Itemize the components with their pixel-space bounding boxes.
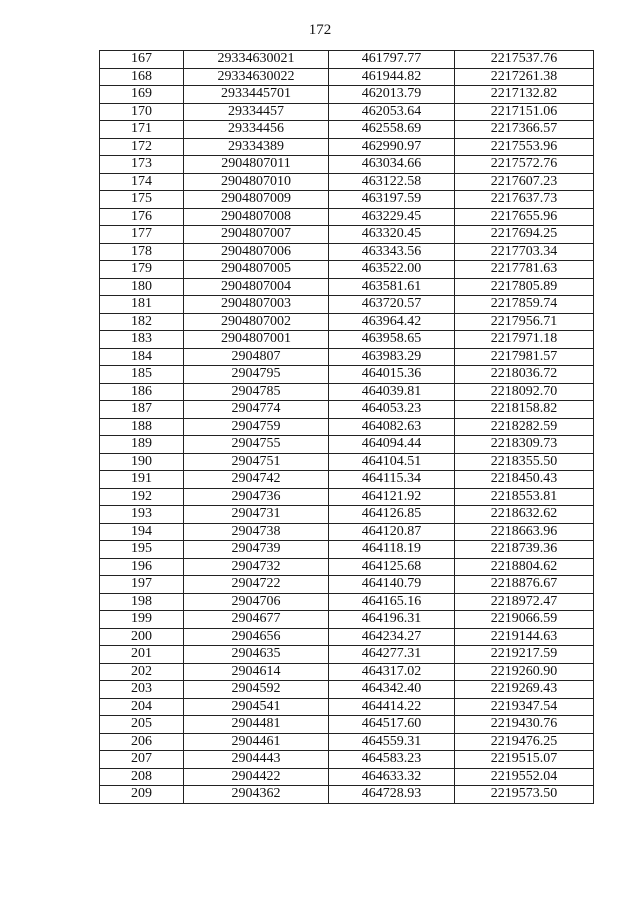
y-coordinate-cell: 2217694.25: [455, 226, 594, 244]
table-row: [100, 663, 594, 681]
x-coordinate-cell: 463197.59: [329, 191, 455, 209]
x-coordinate-cell: 464094.44: [329, 436, 455, 454]
table-row: [100, 733, 594, 751]
point-id-cell: 2904461: [184, 733, 329, 751]
row-index-cell: 173: [100, 156, 184, 174]
point-id-cell: 29334630021: [184, 51, 329, 69]
row-index-cell: 178: [100, 243, 184, 261]
point-id-cell: 29334456: [184, 121, 329, 139]
y-coordinate-cell: 2217366.57: [455, 121, 594, 139]
x-coordinate-cell: 463034.66: [329, 156, 455, 174]
x-coordinate-cell: 462013.79: [329, 86, 455, 104]
x-coordinate-cell: 464121.92: [329, 488, 455, 506]
y-coordinate-cell: 2218282.59: [455, 418, 594, 436]
row-index-cell: 205: [100, 716, 184, 734]
table-row: [100, 646, 594, 664]
table-row: [100, 68, 594, 86]
table-row: [100, 138, 594, 156]
point-id-cell: 2904807002: [184, 313, 329, 331]
table-row: [100, 191, 594, 209]
row-index-cell: 175: [100, 191, 184, 209]
table-row: [100, 296, 594, 314]
table-row: [100, 366, 594, 384]
y-coordinate-cell: 2217956.71: [455, 313, 594, 331]
row-index-cell: 195: [100, 541, 184, 559]
y-coordinate-cell: 2217151.06: [455, 103, 594, 121]
y-coordinate-cell: 2218355.50: [455, 453, 594, 471]
point-id-cell: 2904807004: [184, 278, 329, 296]
x-coordinate-cell: 464053.23: [329, 401, 455, 419]
point-id-cell: 2904656: [184, 628, 329, 646]
table-row: [100, 751, 594, 769]
table-row: [100, 278, 594, 296]
point-id-cell: 2904807010: [184, 173, 329, 191]
y-coordinate-cell: 2218632.62: [455, 506, 594, 524]
point-id-cell: 2904807: [184, 348, 329, 366]
row-index-cell: 176: [100, 208, 184, 226]
x-coordinate-cell: 461944.82: [329, 68, 455, 86]
table-row: [100, 208, 594, 226]
row-index-cell: 194: [100, 523, 184, 541]
y-coordinate-cell: 2218450.43: [455, 471, 594, 489]
x-coordinate-cell: 463229.45: [329, 208, 455, 226]
row-index-cell: 171: [100, 121, 184, 139]
point-id-cell: 2904807001: [184, 331, 329, 349]
y-coordinate-cell: 2217553.96: [455, 138, 594, 156]
y-coordinate-cell: 2218663.96: [455, 523, 594, 541]
x-coordinate-cell: 464165.16: [329, 593, 455, 611]
table-row: [100, 576, 594, 594]
point-id-cell: 2904731: [184, 506, 329, 524]
row-index-cell: 203: [100, 681, 184, 699]
row-index-cell: 181: [100, 296, 184, 314]
row-index-cell: 167: [100, 51, 184, 69]
x-coordinate-cell: 461797.77: [329, 51, 455, 69]
x-coordinate-cell: 464342.40: [329, 681, 455, 699]
table-row: [100, 681, 594, 699]
point-id-cell: 2904755: [184, 436, 329, 454]
row-index-cell: 202: [100, 663, 184, 681]
row-index-cell: 199: [100, 611, 184, 629]
table-row: [100, 173, 594, 191]
table-row: [100, 716, 594, 734]
row-index-cell: 183: [100, 331, 184, 349]
y-coordinate-cell: 2219217.59: [455, 646, 594, 664]
row-index-cell: 189: [100, 436, 184, 454]
y-coordinate-cell: 2217859.74: [455, 296, 594, 314]
point-id-cell: 2904795: [184, 366, 329, 384]
y-coordinate-cell: 2217805.89: [455, 278, 594, 296]
x-coordinate-cell: 464118.19: [329, 541, 455, 559]
y-coordinate-cell: 2218158.82: [455, 401, 594, 419]
point-id-cell: 2904706: [184, 593, 329, 611]
table-row: [100, 226, 594, 244]
y-coordinate-cell: 2218553.81: [455, 488, 594, 506]
row-index-cell: 177: [100, 226, 184, 244]
y-coordinate-cell: 2219552.04: [455, 768, 594, 786]
row-index-cell: 180: [100, 278, 184, 296]
x-coordinate-cell: 464115.34: [329, 471, 455, 489]
point-id-cell: 2904677: [184, 611, 329, 629]
y-coordinate-cell: 2219260.90: [455, 663, 594, 681]
table-row: [100, 768, 594, 786]
table-row: [100, 611, 594, 629]
y-coordinate-cell: 2219066.59: [455, 611, 594, 629]
table-row: [100, 488, 594, 506]
point-id-cell: 2904807006: [184, 243, 329, 261]
point-id-cell: 2904592: [184, 681, 329, 699]
x-coordinate-cell: 464104.51: [329, 453, 455, 471]
table-row: [100, 541, 594, 559]
row-index-cell: 192: [100, 488, 184, 506]
table-row: [100, 436, 594, 454]
table-row: [100, 523, 594, 541]
x-coordinate-cell: 464082.63: [329, 418, 455, 436]
point-id-cell: 2904541: [184, 698, 329, 716]
table-row: [100, 121, 594, 139]
table-row: [100, 506, 594, 524]
x-coordinate-cell: 464317.02: [329, 663, 455, 681]
table-row: [100, 261, 594, 279]
x-coordinate-cell: 463320.45: [329, 226, 455, 244]
point-id-cell: 2904738: [184, 523, 329, 541]
x-coordinate-cell: 464277.31: [329, 646, 455, 664]
row-index-cell: 169: [100, 86, 184, 104]
x-coordinate-cell: 464196.31: [329, 611, 455, 629]
point-id-cell: 2904635: [184, 646, 329, 664]
row-index-cell: 170: [100, 103, 184, 121]
x-coordinate-cell: 464015.36: [329, 366, 455, 384]
row-index-cell: 168: [100, 68, 184, 86]
x-coordinate-cell: 463581.61: [329, 278, 455, 296]
table-row: [100, 698, 594, 716]
table-row: [100, 558, 594, 576]
row-index-cell: 179: [100, 261, 184, 279]
x-coordinate-cell: 463958.65: [329, 331, 455, 349]
coordinates-table: [99, 50, 594, 804]
row-index-cell: 201: [100, 646, 184, 664]
x-coordinate-cell: 464039.81: [329, 383, 455, 401]
point-id-cell: 2904736: [184, 488, 329, 506]
point-id-cell: 2904742: [184, 471, 329, 489]
row-index-cell: 182: [100, 313, 184, 331]
table-row: [100, 313, 594, 331]
row-index-cell: 193: [100, 506, 184, 524]
y-coordinate-cell: 2219430.76: [455, 716, 594, 734]
x-coordinate-cell: 464728.93: [329, 786, 455, 804]
x-coordinate-cell: 462990.97: [329, 138, 455, 156]
y-coordinate-cell: 2217781.63: [455, 261, 594, 279]
y-coordinate-cell: 2218972.47: [455, 593, 594, 611]
point-id-cell: 2904807007: [184, 226, 329, 244]
y-coordinate-cell: 2219515.07: [455, 751, 594, 769]
x-coordinate-cell: 463983.29: [329, 348, 455, 366]
y-coordinate-cell: 2217637.73: [455, 191, 594, 209]
row-index-cell: 188: [100, 418, 184, 436]
table-row: [100, 156, 594, 174]
y-coordinate-cell: 2218309.73: [455, 436, 594, 454]
x-coordinate-cell: 464633.32: [329, 768, 455, 786]
table-row: [100, 103, 594, 121]
y-coordinate-cell: 2219347.54: [455, 698, 594, 716]
row-index-cell: 186: [100, 383, 184, 401]
table-row: [100, 418, 594, 436]
row-index-cell: 187: [100, 401, 184, 419]
x-coordinate-cell: 463343.56: [329, 243, 455, 261]
row-index-cell: 200: [100, 628, 184, 646]
y-coordinate-cell: 2219573.50: [455, 786, 594, 804]
point-id-cell: 2904785: [184, 383, 329, 401]
y-coordinate-cell: 2218092.70: [455, 383, 594, 401]
x-coordinate-cell: 462053.64: [329, 103, 455, 121]
point-id-cell: 2904443: [184, 751, 329, 769]
x-coordinate-cell: 464125.68: [329, 558, 455, 576]
point-id-cell: 2933445701: [184, 86, 329, 104]
row-index-cell: 204: [100, 698, 184, 716]
x-coordinate-cell: 464559.31: [329, 733, 455, 751]
table-row: [100, 593, 594, 611]
y-coordinate-cell: 2218739.36: [455, 541, 594, 559]
point-id-cell: 2904807011: [184, 156, 329, 174]
x-coordinate-cell: 463964.42: [329, 313, 455, 331]
point-id-cell: 29334457: [184, 103, 329, 121]
x-coordinate-cell: 464583.23: [329, 751, 455, 769]
y-coordinate-cell: 2217655.96: [455, 208, 594, 226]
table-row: [100, 51, 594, 69]
point-id-cell: 2904807009: [184, 191, 329, 209]
point-id-cell: 2904732: [184, 558, 329, 576]
table-row: [100, 331, 594, 349]
y-coordinate-cell: 2217981.57: [455, 348, 594, 366]
y-coordinate-cell: 2217971.18: [455, 331, 594, 349]
row-index-cell: 185: [100, 366, 184, 384]
y-coordinate-cell: 2217537.76: [455, 51, 594, 69]
table-row: [100, 471, 594, 489]
x-coordinate-cell: 462558.69: [329, 121, 455, 139]
row-index-cell: 207: [100, 751, 184, 769]
table-body: [100, 51, 594, 804]
row-index-cell: 197: [100, 576, 184, 594]
y-coordinate-cell: 2219269.43: [455, 681, 594, 699]
row-index-cell: 198: [100, 593, 184, 611]
table-row: [100, 453, 594, 471]
x-coordinate-cell: 463522.00: [329, 261, 455, 279]
y-coordinate-cell: 2217132.82: [455, 86, 594, 104]
x-coordinate-cell: 464414.22: [329, 698, 455, 716]
x-coordinate-cell: 463720.57: [329, 296, 455, 314]
y-coordinate-cell: 2219144.63: [455, 628, 594, 646]
row-index-cell: 190: [100, 453, 184, 471]
y-coordinate-cell: 2218804.62: [455, 558, 594, 576]
point-id-cell: 29334630022: [184, 68, 329, 86]
point-id-cell: 2904481: [184, 716, 329, 734]
point-id-cell: 2904807003: [184, 296, 329, 314]
row-index-cell: 191: [100, 471, 184, 489]
point-id-cell: 2904759: [184, 418, 329, 436]
point-id-cell: 2904422: [184, 768, 329, 786]
point-id-cell: 2904722: [184, 576, 329, 594]
point-id-cell: 2904807008: [184, 208, 329, 226]
y-coordinate-cell: 2218876.67: [455, 576, 594, 594]
x-coordinate-cell: 464140.79: [329, 576, 455, 594]
point-id-cell: 2904774: [184, 401, 329, 419]
table-row: [100, 383, 594, 401]
x-coordinate-cell: 464126.85: [329, 506, 455, 524]
y-coordinate-cell: 2217572.76: [455, 156, 594, 174]
x-coordinate-cell: 464234.27: [329, 628, 455, 646]
row-index-cell: 196: [100, 558, 184, 576]
row-index-cell: 174: [100, 173, 184, 191]
point-id-cell: 2904614: [184, 663, 329, 681]
point-id-cell: 29334389: [184, 138, 329, 156]
table-row: [100, 786, 594, 804]
y-coordinate-cell: 2219476.25: [455, 733, 594, 751]
row-index-cell: 206: [100, 733, 184, 751]
y-coordinate-cell: 2217261.38: [455, 68, 594, 86]
point-id-cell: 2904751: [184, 453, 329, 471]
table-row: [100, 243, 594, 261]
x-coordinate-cell: 464517.60: [329, 716, 455, 734]
table-row: [100, 86, 594, 104]
row-index-cell: 208: [100, 768, 184, 786]
y-coordinate-cell: 2218036.72: [455, 366, 594, 384]
point-id-cell: 2904739: [184, 541, 329, 559]
x-coordinate-cell: 464120.87: [329, 523, 455, 541]
page-number: 172: [308, 22, 332, 38]
y-coordinate-cell: 2217703.34: [455, 243, 594, 261]
row-index-cell: 184: [100, 348, 184, 366]
y-coordinate-cell: 2217607.23: [455, 173, 594, 191]
table-row: [100, 348, 594, 366]
point-id-cell: 2904807005: [184, 261, 329, 279]
row-index-cell: 209: [100, 786, 184, 804]
row-index-cell: 172: [100, 138, 184, 156]
table-row: [100, 628, 594, 646]
table-row: [100, 401, 594, 419]
x-coordinate-cell: 463122.58: [329, 173, 455, 191]
point-id-cell: 2904362: [184, 786, 329, 804]
